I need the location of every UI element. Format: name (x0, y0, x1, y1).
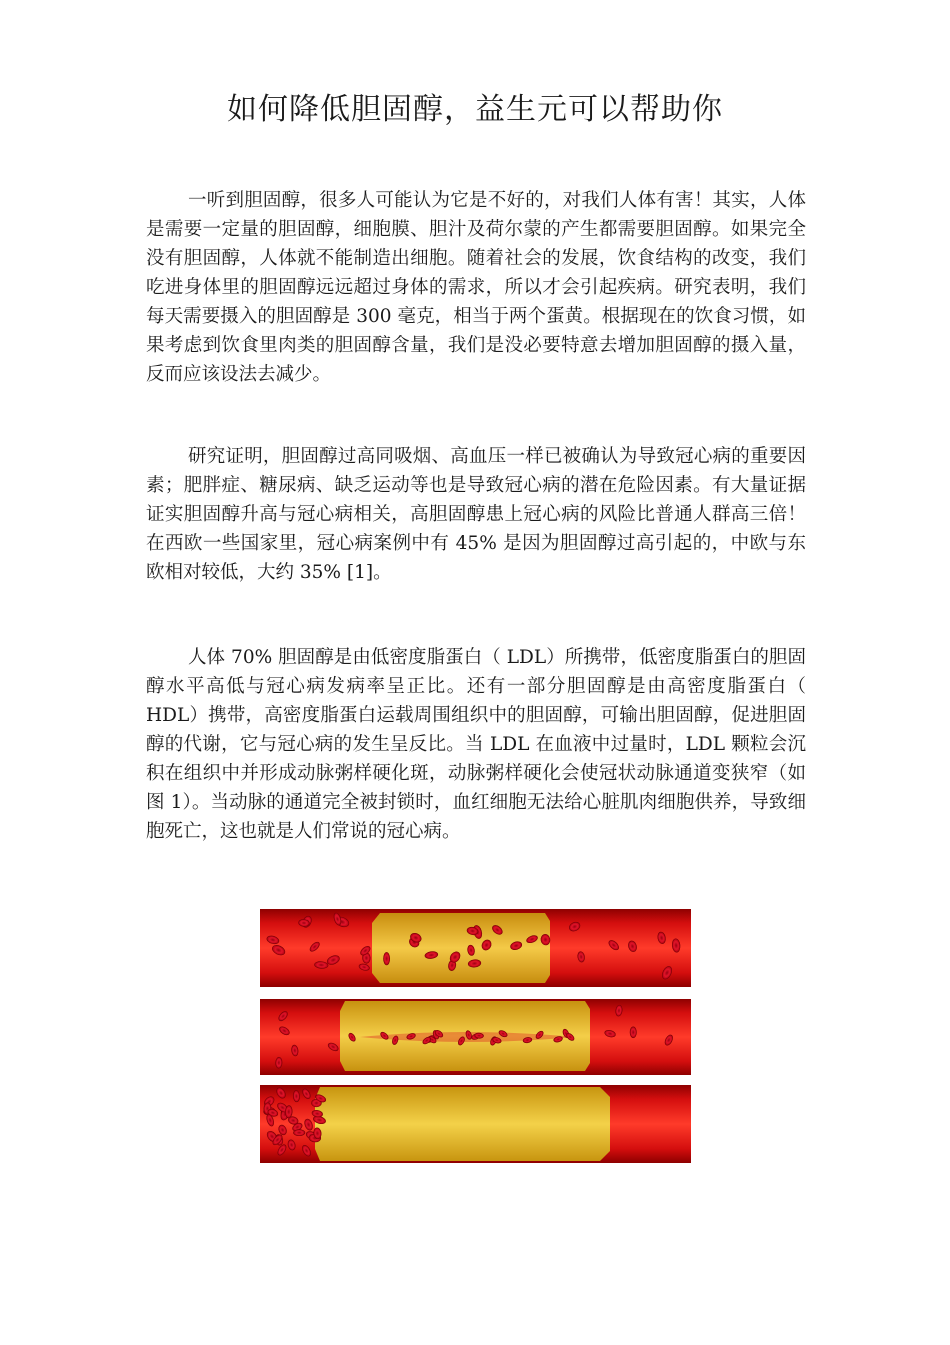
blood-cell (383, 952, 389, 965)
artery-panel-3 (260, 1085, 691, 1163)
blood-cell (630, 1027, 636, 1038)
paragraph-2: 研究证明，胆固醇过高同吸烟、高血压一样已被确认为导致冠心病的重要因素；肥胖症、糖尿病、缺乏运动等也是导致冠心病的潜在危险因素。有大量证据证实胆固醇升高与冠心病相关，高胆固醇患上冠心病的风险比普通人群高三倍！在西欧一些国家里，冠心病案例中有 45% 是因为胆固醇过高引起的，中欧与东欧相对较低，大约 35% [1]。 (146, 446, 806, 583)
artery-plaque-illustration (260, 907, 691, 1163)
blood-cell (474, 1033, 483, 1039)
plaque-1 (372, 913, 550, 983)
paragraph-1: 一听到胆固醇，很多人可能认为它是不好的，对我们人体有害！其实，人体是需要一定量的胆固醇，细胞膜、胆汁及荷尔蒙的产生都需要胆固醇。如果完全没有胆固醇，人体就不能制造出细胞。随着社会的发展，饮食结构的改变，我们吃进身体里的胆固醇远远超过身体的需求，所以才会引起疾病。研究表明，我们每天需要摄入的胆固醇是 300 毫克，相当于两个蛋黄。根据现在的饮食习惯，如果考虑到饮食里肉类的胆固醇含量，我们是没必要特意去增加胆固醇的摄入量，反而应该设法去减少。 (146, 190, 806, 385)
artery-figure (260, 907, 691, 1163)
artery-panel-1 (260, 907, 691, 989)
plaque-3 (315, 1087, 610, 1161)
blood-cell (293, 1130, 304, 1136)
article-title: 如何降低胆固醇，益生元可以帮助你 (227, 92, 723, 127)
artery-panel-2 (260, 999, 691, 1075)
blood-cell (275, 1057, 282, 1068)
paragraph-3: 人体 70% 胆固醇是由低密度脂蛋白（ LDL）所携带，低密度脂蛋白的胆固醇水平高低与冠心病发病率呈正比。还有一部分胆固醇是由高密度脂蛋白（ HDL）携带，高密度脂蛋白运载周围组织中的胆固醇，可输出胆固醇，促进胆固醇的代谢，它与冠心病的发生呈反比。当 LDL 在血液中过量时，LDL 颗粒会沉积在组织中并形成动脉粥样硬化斑，动脉粥样硬化会使冠状动脉通道变狭窄（如图 1）。当动脉的通道完全被封锁时，血红细胞无法给心脏肌肉细胞供养，导致细胞死亡，这也就是人们常说的冠心病。 (146, 647, 806, 842)
